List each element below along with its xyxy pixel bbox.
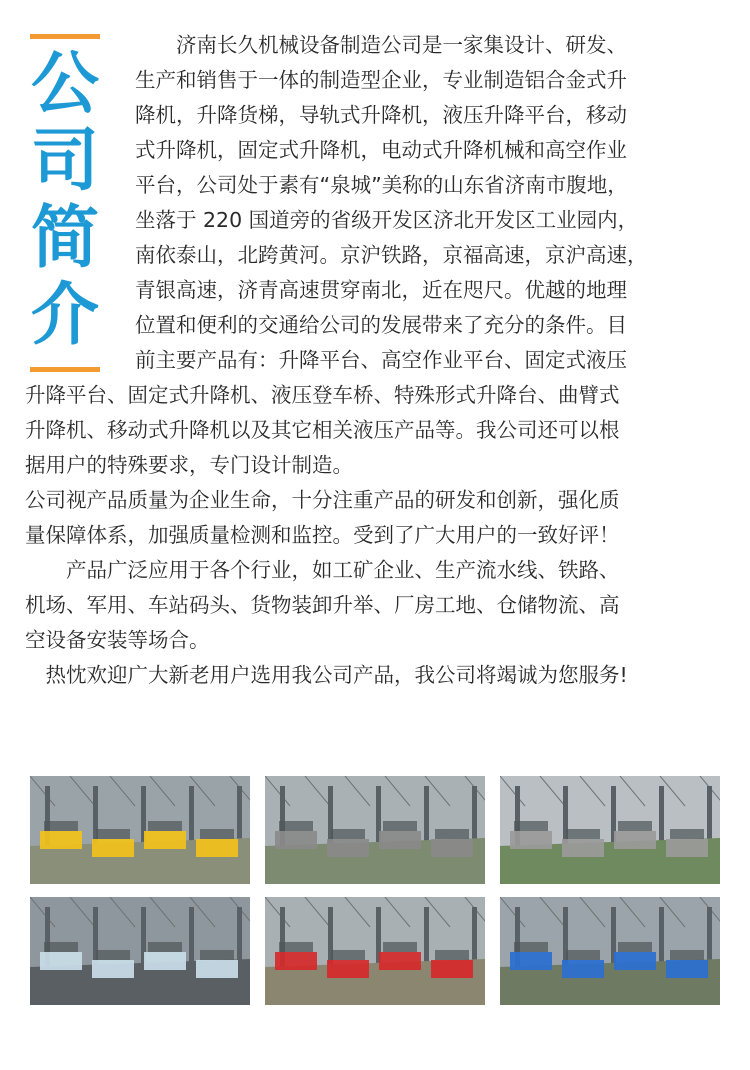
intro-line: 青银高速，济青高速贯穿南北，近在咫尺。优越的地理 — [135, 278, 627, 302]
quality-line: 公司视产品质量为企业生命，十分注重产品的研发和创新，强化质 — [25, 488, 620, 512]
application-line: 空设备安装等场合。 — [25, 628, 210, 652]
intro-line: 前主要产品有：升降平台、高空作业平台、固定式液压 — [135, 348, 627, 372]
gallery-photo-2 — [265, 776, 485, 884]
intro-paragraph — [25, 28, 730, 483]
factory-photo-blue-lifts — [500, 897, 720, 1005]
application-line: 产品广泛应用于各个行业，如工矿企业、生产流水线、铁路、 — [25, 558, 620, 582]
intro-line: 降机，升降货梯，导轨式升降机，液压升降平台，移动 — [135, 103, 627, 127]
gallery-photo-1 — [30, 776, 250, 884]
quality-paragraph — [25, 483, 730, 553]
intro-line: 升降机、移动式升降机以及其它相关液压产品等。我公司还可以根 — [25, 418, 620, 442]
application-paragraph — [25, 553, 730, 658]
intro-line: 南依泰山，北跨黄河。京沪铁路，京福高速，京沪高速， — [135, 243, 648, 267]
heading-char: 简 — [30, 199, 99, 278]
factory-photo-gallery — [30, 776, 720, 1006]
gallery-photo-3 — [500, 776, 720, 884]
intro-line: 生产和销售于一体的制造型企业，专业制造铝合金式升 — [135, 68, 627, 92]
factory-photo-stacked-platforms — [500, 776, 720, 884]
intro-line: 据用户的特殊要求，专门设计制造。 — [25, 453, 353, 477]
intro-line: 平台，公司处于素有“泉城”美称的山东省济南市腹地， — [135, 173, 628, 197]
heading-char: 介 — [30, 276, 99, 355]
gallery-photo-6 — [500, 897, 720, 1005]
intro-line: 坐落于 220 国道旁的省级开发区济北开发区工业园内， — [135, 208, 639, 232]
heading-char: 司 — [30, 122, 99, 201]
application-line: 机场、军用、车站码头、货物装卸升举、厂房工地、仓储物流、高 — [25, 593, 620, 617]
gallery-photo-5 — [265, 897, 485, 1005]
factory-photo-yellow-machines — [30, 776, 250, 884]
factory-photo-steel-platforms — [265, 776, 485, 884]
welcome-line: 热忱欢迎广大新老用户选用我公司产品，我公司将竭诚为您服务! — [25, 663, 628, 687]
quality-line: 量保障体系，加强质量检测和监控。受到了广大用户的一致好评！ — [25, 523, 620, 547]
company-intro-text — [25, 28, 730, 693]
intro-line: 式升降机，固定式升降机，电动式升降机械和高空作业 — [135, 138, 627, 162]
intro-line: 济南长久机械设备制造公司是一家集设计、研发、 — [135, 33, 627, 57]
intro-line: 位置和便利的交通给公司的发展带来了充分的条件。目 — [135, 313, 627, 337]
factory-photo-welding-workshop — [30, 897, 250, 1005]
heading-char: 公 — [30, 45, 99, 124]
factory-photo-red-scissor-lifts — [265, 897, 485, 1005]
gallery-photo-4 — [30, 897, 250, 1005]
intro-line: 升降平台、固定式升降机、液压登车桥、特殊形式升降台、曲臂式 — [25, 383, 620, 407]
welcome-paragraph — [25, 658, 730, 693]
